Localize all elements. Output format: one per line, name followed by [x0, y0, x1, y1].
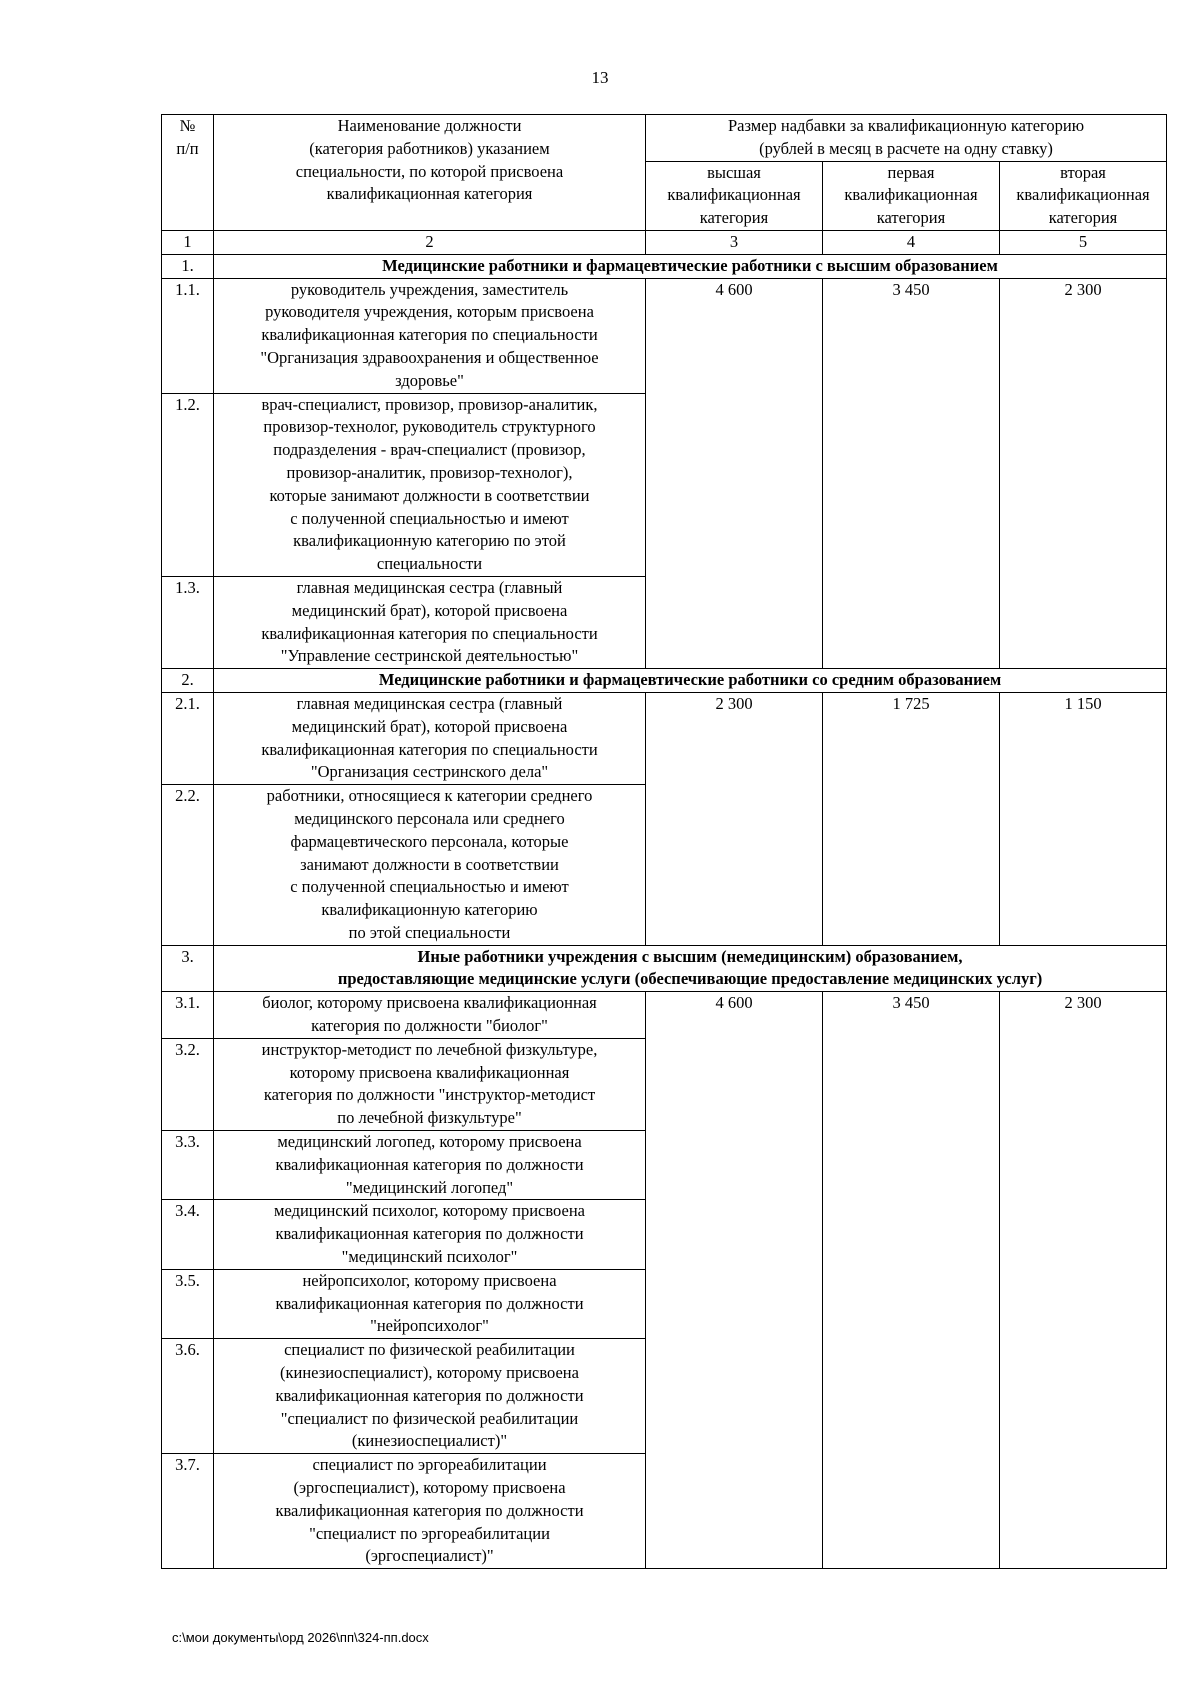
col-number: 2 [214, 230, 646, 254]
header-row [162, 115, 1167, 162]
col-number: 3 [646, 230, 823, 254]
table-row [162, 1454, 1167, 1569]
allowance-first: 1 725 [823, 692, 1000, 784]
position-description: руководитель учреждения, заместитель руководителя учреждения, которым присвоена квалификационная категория по специальности "Организация здравоохранения и общественное здоровье" [214, 278, 646, 393]
row-number: 1.3. [162, 576, 214, 668]
allowance-cell-empty [646, 1269, 823, 1338]
header-position: Наименование должности (категория работников) указанием специальности, по которой присвоена квалификационная категория [214, 115, 646, 231]
allowance-cell-empty [823, 1454, 1000, 1569]
table-row [162, 992, 1167, 1039]
allowance-second: 2 300 [1000, 992, 1167, 1039]
position-description: медицинский психолог, которому присвоена квалификационная категория по должности "медицинский психолог" [214, 1200, 646, 1269]
file-path-footer: c:\мои документы\орд 2026\пп\324-пп.docx [172, 1630, 429, 1645]
col-number: 5 [1000, 230, 1167, 254]
header-allowance: Размер надбавки за квалификационную категорию (рублей в месяц в расчете на одну ставку) [646, 115, 1167, 162]
table-body [162, 115, 1167, 1569]
page-number: 13 [591, 68, 609, 87]
column-number-row [162, 230, 1167, 254]
allowance-highest: 4 600 [646, 278, 823, 393]
allowance-cell-empty [823, 1131, 1000, 1200]
header-num: № п/п [162, 115, 214, 231]
row-number: 2.1. [162, 692, 214, 784]
row-number: 3.7. [162, 1454, 214, 1569]
col-number: 4 [823, 230, 1000, 254]
allowance-cell-empty [823, 1269, 1000, 1338]
allowance-second: 1 150 [1000, 692, 1167, 784]
table-row [162, 1269, 1167, 1338]
section-number: 1. [162, 254, 214, 278]
position-description: работники, относящиеся к категории среднего медицинского персонала или среднего фармацевтического персонала, которые занимают должности в соответствии с полученной специальностью и имеют квалификационную категорию по этой специальности [214, 785, 646, 946]
col-number: 1 [162, 230, 214, 254]
row-number: 1.1. [162, 278, 214, 393]
allowance-cell-empty [646, 1038, 823, 1130]
section-title: Медицинские работники и фармацевтические работники со средним образованием [214, 669, 1167, 693]
allowance-cell-empty [646, 393, 823, 576]
allowance-cell-empty [646, 1200, 823, 1269]
section-row [162, 254, 1167, 278]
table-row [162, 692, 1167, 784]
allowance-cell-empty [646, 576, 823, 668]
allowance-highest: 2 300 [646, 692, 823, 784]
section-number: 2. [162, 669, 214, 693]
position-description: медицинский логопед, которому присвоена квалификационная категория по должности "медицинский логопед" [214, 1131, 646, 1200]
allowance-cell-empty [1000, 1131, 1167, 1200]
allowance-table [161, 114, 1167, 1569]
allowance-cell-empty [823, 393, 1000, 576]
allowance-cell-empty [646, 785, 823, 946]
allowance-highest: 4 600 [646, 992, 823, 1039]
position-description: специалист по физической реабилитации (кинезиоспециалист), которому присвоена квалификационная категория по должности "специалист по физической реабилитации (кинезиоспециалист)" [214, 1339, 646, 1454]
row-number: 3.5. [162, 1269, 214, 1338]
row-number: 3.3. [162, 1131, 214, 1200]
allowance-cell-empty [823, 1339, 1000, 1454]
row-number: 2.2. [162, 785, 214, 946]
row-number: 3.4. [162, 1200, 214, 1269]
allowance-cell-empty [823, 785, 1000, 946]
table-row [162, 278, 1167, 393]
allowance-cell-empty [646, 1339, 823, 1454]
section-number: 3. [162, 945, 214, 992]
row-number: 3.2. [162, 1038, 214, 1130]
header-first: первая квалификационная категория [823, 161, 1000, 230]
table-row [162, 1038, 1167, 1130]
position-description: инструктор-методист по лечебной физкультуре, которому присвоена квалификационная категория по должности "инструктор-методист по лечебной физкультуре" [214, 1038, 646, 1130]
position-description: главная медицинская сестра (главный медицинский брат), которой присвоена квалификационная категория по специальности "Управление сестринской деятельностью" [214, 576, 646, 668]
table-row [162, 393, 1167, 576]
table-row [162, 1200, 1167, 1269]
position-description: биолог, которому присвоена квалификационная категория по должности "биолог" [214, 992, 646, 1039]
allowance-cell-empty [1000, 1339, 1167, 1454]
position-description: нейропсихолог, которому присвоена квалификационная категория по должности "нейропсихолог" [214, 1269, 646, 1338]
allowance-cell-empty [1000, 1038, 1167, 1130]
allowance-cell-empty [646, 1454, 823, 1569]
allowance-first: 3 450 [823, 278, 1000, 393]
allowance-cell-empty [823, 1200, 1000, 1269]
allowance-cell-empty [1000, 393, 1167, 576]
row-number: 3.6. [162, 1339, 214, 1454]
row-number: 1.2. [162, 393, 214, 576]
position-description: главная медицинская сестра (главный медицинский брат), которой присвоена квалификационная категория по специальности "Организация сестринского дела" [214, 692, 646, 784]
allowance-second: 2 300 [1000, 278, 1167, 393]
section-title: Иные работники учреждения с высшим (немедицинским) образованием, предоставляющие медицинские услуги (обеспечивающие предоставление медицинских услуг) [214, 945, 1167, 992]
allowance-cell-empty [646, 1131, 823, 1200]
allowance-cell-empty [1000, 1200, 1167, 1269]
header-highest: высшая квалификационная категория [646, 161, 823, 230]
header-second: вторая квалификационная категория [1000, 161, 1167, 230]
allowance-first: 3 450 [823, 992, 1000, 1039]
table-row [162, 1339, 1167, 1454]
table-row [162, 576, 1167, 668]
allowance-cell-empty [823, 576, 1000, 668]
allowance-cell-empty [1000, 1269, 1167, 1338]
table-row [162, 785, 1167, 946]
allowance-cell-empty [1000, 1454, 1167, 1569]
section-row [162, 669, 1167, 693]
position-description: специалист по эргореабилитации (эргоспециалист), которому присвоена квалификационная категория по должности "специалист по эргореабилитации (эргоспециалист)" [214, 1454, 646, 1569]
section-row [162, 945, 1167, 992]
section-title: Медицинские работники и фармацевтические работники с высшим образованием [214, 254, 1167, 278]
allowance-cell-empty [823, 1038, 1000, 1130]
allowance-cell-empty [1000, 785, 1167, 946]
position-description: врач-специалист, провизор, провизор-аналитик, провизор-технолог, руководитель структурного подразделения - врач-специалист (провизор, провизор-аналитик, провизор-технолог), которые занимают должности в соответствии с полученной специальностью и имеют квалификационную категорию по этой специальности [214, 393, 646, 576]
row-number: 3.1. [162, 992, 214, 1039]
allowance-cell-empty [1000, 576, 1167, 668]
table-row [162, 1131, 1167, 1200]
